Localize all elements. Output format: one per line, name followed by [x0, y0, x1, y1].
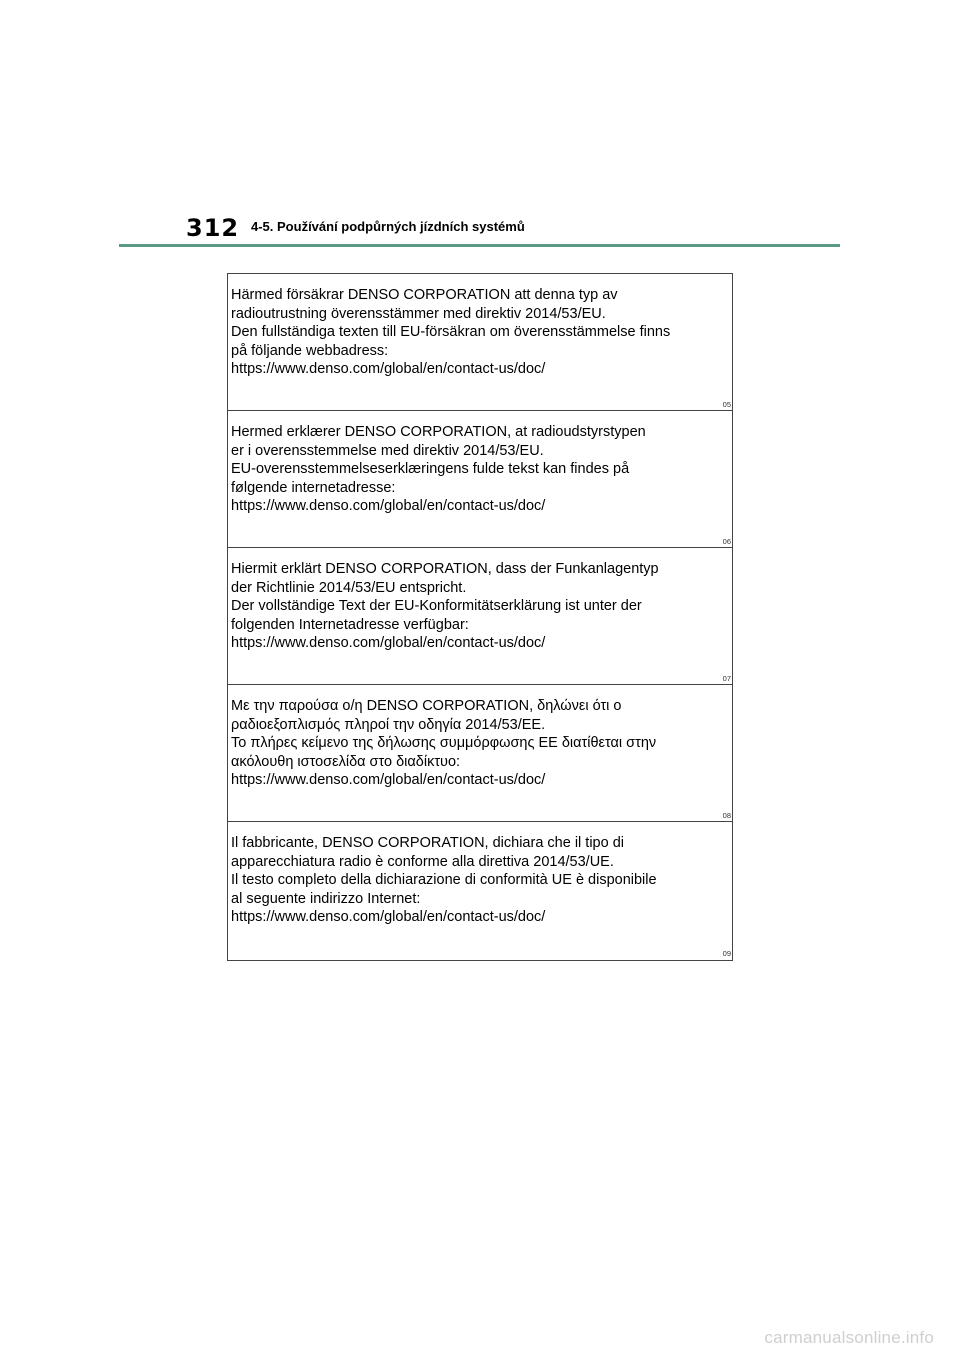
- declaration-code: 05: [722, 400, 731, 409]
- declaration-url: https://www.denso.com/global/en/contact-us/doc/: [231, 498, 546, 515]
- declaration-url: https://www.denso.com/global/en/contact-us/doc/: [231, 361, 546, 378]
- declaration-line: al seguente indirizzo Internet:: [231, 890, 421, 907]
- declaration-line: Hiermit erklärt DENSO CORPORATION, dass der Funkanlagentyp: [231, 561, 659, 577]
- declaration-line: apparecchiatura radio è conforme alla direttiva 2014/53/UE.: [231, 853, 614, 870]
- declaration-line: ραδιοεξοπλισμός πληροί την οδηγία 2014/53/ΕΕ.: [231, 716, 546, 733]
- declaration-line: er i overensstemmelse med direktiv 2014/53/EU.: [231, 442, 544, 459]
- page-number: 312: [186, 214, 240, 242]
- declaration-line: der Richtlinie 2014/53/EU entspricht.: [231, 579, 467, 596]
- declaration-box: [227, 273, 733, 961]
- header-divider: [119, 244, 840, 247]
- watermark: carmanualsonline.info: [764, 1328, 934, 1347]
- declaration-block-swedish: [228, 274, 732, 411]
- declaration-line: Με την παρούσα ο/η DENSO CORPORATION, δηλώνει ότι ο: [231, 698, 622, 714]
- declaration-code: 09: [722, 949, 731, 958]
- declaration-line: Il fabbricante, DENSO CORPORATION, dichiara che il tipo di: [231, 835, 624, 851]
- declaration-text: [231, 286, 726, 379]
- declaration-line: Il testo completo della dichiarazione di conformità UE è disponibile: [231, 872, 657, 889]
- declaration-line: radioutrustning överensstämmer med direktiv 2014/53/EU.: [231, 305, 606, 322]
- declaration-url: https://www.denso.com/global/en/contact-us/doc/: [231, 909, 546, 926]
- declaration-url: https://www.denso.com/global/en/contact-us/doc/: [231, 772, 546, 789]
- declaration-line: folgenden Internetadresse verfügbar:: [231, 616, 469, 633]
- declaration-block-greek: [228, 685, 732, 822]
- declaration-line: Hermed erklærer DENSO CORPORATION, at radioudstyrstypen: [231, 424, 646, 440]
- declaration-line: Den fullständiga texten till EU-försäkran om överensstämmelse finns: [231, 324, 671, 341]
- declaration-text: [231, 560, 726, 653]
- declaration-line: på följande webbadress:: [231, 342, 389, 359]
- declaration-code: 06: [722, 537, 731, 546]
- section-title: 4-5. Používání podpůrných jízdních systémů: [251, 219, 525, 234]
- declaration-text: [231, 834, 726, 927]
- declaration-line: Το πλήρες κείμενο της δήλωσης συμμόρφωσης ΕΕ διατίθεται στην: [231, 735, 657, 752]
- declaration-line: ακόλουθη ιστοσελίδα στο διαδίκτυο:: [231, 753, 461, 770]
- declaration-code: 07: [722, 674, 731, 683]
- declaration-text: [231, 697, 726, 790]
- declaration-block-german: [228, 548, 732, 685]
- declaration-code: 08: [722, 811, 731, 820]
- declaration-block-italian: [228, 822, 732, 959]
- declaration-line: følgende internetadresse:: [231, 479, 396, 496]
- declaration-text: [231, 423, 726, 516]
- declaration-line: Härmed försäkrar DENSO CORPORATION att denna typ av: [231, 287, 618, 303]
- declaration-line: EU-overensstemmelseserklæringens fulde tekst kan findes på: [231, 461, 630, 478]
- declaration-url: https://www.denso.com/global/en/contact-us/doc/: [231, 635, 546, 652]
- declaration-block-danish: [228, 411, 732, 548]
- declaration-line: Der vollständige Text der EU-Konformitätserklärung ist unter der: [231, 598, 642, 615]
